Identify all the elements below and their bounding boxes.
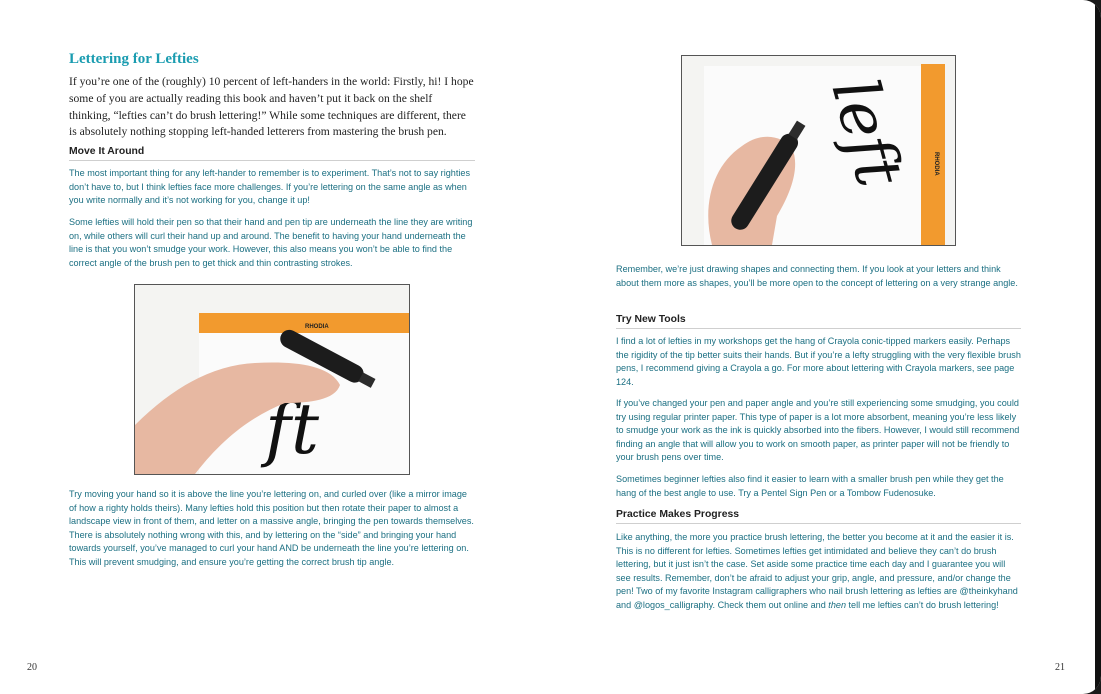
pad-brand-label: RHODIA bbox=[305, 324, 329, 330]
emphasis-text: then bbox=[828, 599, 846, 610]
photo-illustration bbox=[135, 285, 409, 474]
subheading-practice-makes-progress: Practice Makes Progress bbox=[616, 509, 1021, 524]
paragraph-text: Like anything, the more you practice brush lettering, the better you become at it and the easier it is. This is no different for lefties. Sometimes lefties get intimidated and believe they can’t do brush lettering, but it just isn’t the case. Set aside some practice time each day and I guarantee you will see results. Remember, don’t be afraid to adjust your grip, angle, and pressure, and/or change the pen! Two of my favorite Instagram calligraphers who nail brush lettering as lefties are @theinkyhand and @logos_calligraphy. Check them out online and bbox=[616, 532, 1018, 610]
pad-brand-label: RHODIA bbox=[933, 152, 939, 176]
photo-illustration bbox=[682, 56, 955, 245]
subheading-move-it-around: Move It Around bbox=[69, 146, 475, 161]
book-edge bbox=[1095, 0, 1101, 694]
paragraph: The most important thing for any left-hander to remember is to experiment. That’s not to say righties don’t have to, but I think lefties face more challenges. If you’re lettering on the same angle as when you write normally and it’s not working for you, change it up! bbox=[69, 168, 470, 206]
notepad-binding bbox=[199, 313, 409, 333]
paragraph: I find a lot of lefties in my workshops get the hang of Crayola conic-tipped markers easily. Perhaps the rigidity of the tip better suits their hands. But if you’re a lefty struggling with the very flexible brush pens, I recommend giving a Crayola a go. For more about lettering with Crayola markers, see page 124. bbox=[616, 336, 1021, 387]
page-number-left: 20 bbox=[27, 662, 37, 673]
paragraph: Some lefties will hold their pen so that their hand and pen tip are underneath the line they are writing on, while others will curl their hand up and around. The benefit to having your hand underneath the line is that you won’t smudge your work. However, this also means you won’t be able to find the correct angle of the brush pen to get thick and thin contrasting strokes. bbox=[69, 217, 473, 268]
paragraph: Sometimes beginner lefties also find it easier to learn with a smaller brush pen while they get the hang of the best angle to use. Try a Pentel Sign Pen or a Tombow Fudenosuke. bbox=[616, 474, 1004, 498]
section-title: Lettering for Lefties bbox=[69, 51, 199, 67]
paragraph: Try moving your hand so it is above the line you’re lettering on, and curled over (like a mirror image of how a righty holds theirs). Many lefties hold this position but then rotate their paper to almost a landscape view in front of them, and letter on a massive angle, bringing the pen towards themselves. There is absolutely nothing wrong with this, and by lettering on the “side” and bringing your hand towards yourself, you’ve managed to curl your hand AND be underneath the line you’re lettering on. This will prevent smudging, and ensure you’re getting the correct brush tip angle. bbox=[69, 489, 474, 567]
paragraph: If you’ve changed your pen and paper angle and you’re still experiencing some smudging, you could try using regular printer paper. This type of paper is a lot more absorbent, meaning you’re less likely to smudge your work as the ink is quickly absorbed into the fibers. However, I would still recommend finding an angle that will allow you to work on smooth paper, as printer paper will not be friendly to your brush pens over time. bbox=[616, 398, 1020, 463]
paragraph: Remember, we’re just drawing shapes and connecting them. If you look at your letters and think about them more as shapes, you’ll be more open to the concept of lettering on a very strange angle. bbox=[616, 264, 1018, 288]
lefty-photo-1 bbox=[134, 284, 410, 475]
paragraph-text: tell me lefties can’t do brush lettering! bbox=[848, 599, 999, 610]
notepad-binding bbox=[921, 64, 945, 245]
paragraph bbox=[616, 531, 1021, 613]
lettering-sample: left bbox=[816, 70, 916, 195]
subheading-try-new-tools: Try New Tools bbox=[616, 314, 1021, 329]
lefty-photo-2 bbox=[681, 55, 956, 246]
lettering-sample: ft bbox=[265, 388, 320, 470]
page-number-right: 21 bbox=[1055, 662, 1065, 673]
intro-paragraph: If you’re one of the (roughly) 10 percent of left-handers in the world: Firstly, hi! I hope some of you are actually reading this book and haven’t put it back on the shelf thinking, “lefties can’t do brush lettering!” While some techniques are different, there is absolutely nothing stopping left-handed letterers from mastering the brush pen. bbox=[69, 75, 474, 139]
